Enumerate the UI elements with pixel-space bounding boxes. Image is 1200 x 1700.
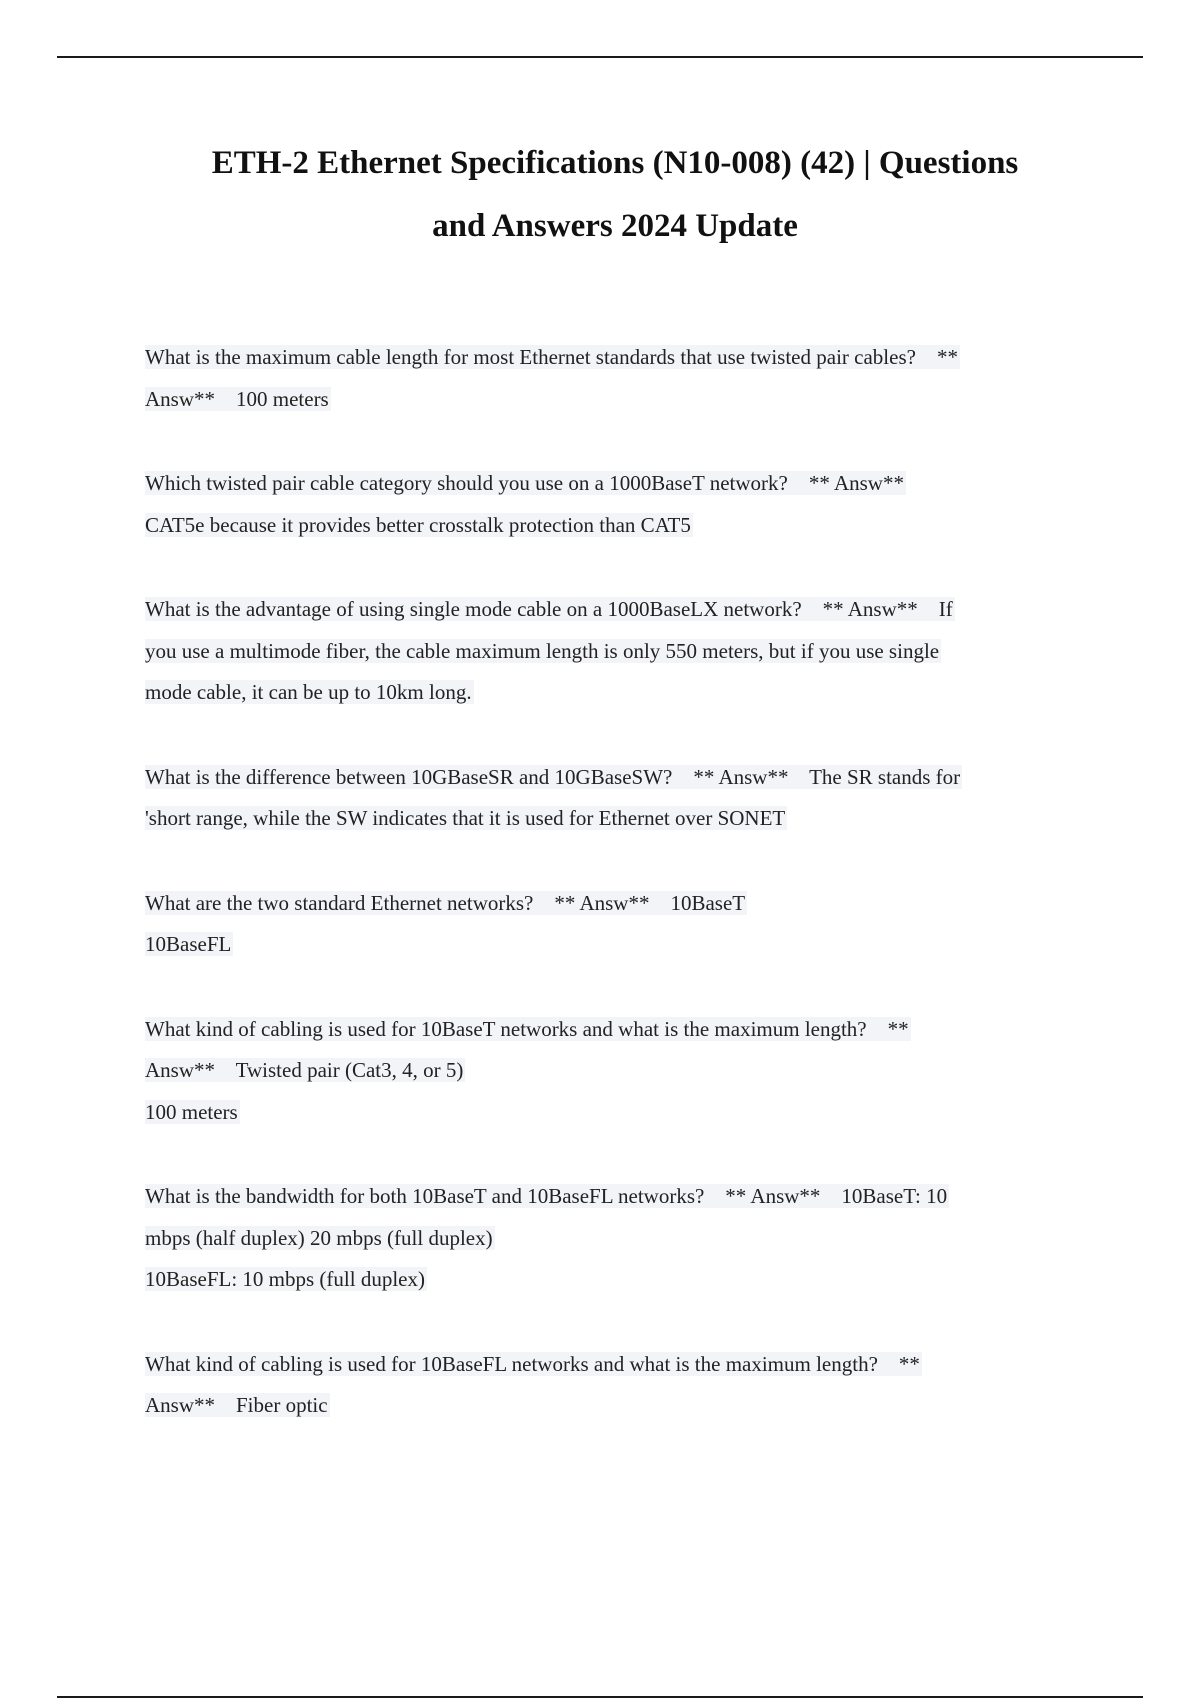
qa-list [145, 337, 1095, 1470]
qa-line [145, 1218, 1095, 1260]
qa-line [145, 379, 1095, 421]
qa-line [145, 1009, 1095, 1051]
qa-line-text: What kind of cabling is used for 10BaseT networks and what is the maximum length? ** [145, 1016, 909, 1041]
document-title [120, 132, 1110, 258]
qa-line-text: you use a multimode fiber, the cable maximum length is only 550 meters, but if you use single [145, 638, 940, 663]
qa-line [145, 463, 1095, 505]
qa-line-text: Which twisted pair cable category should you use on a 1000BaseT network? ** Answ** [145, 471, 904, 495]
qa-line-text: What is the difference between 10GBaseSR and 10GBaseSW? ** Answ** The SR stands for [145, 764, 961, 789]
qa-line [145, 672, 1095, 714]
document-title-line-1: ETH-2 Ethernet Specifications (N10-008) (42) | Questions [211, 145, 1019, 181]
qa-line [145, 631, 1095, 673]
qa-line [145, 1050, 1095, 1092]
qa-line-text: mbps (half duplex) 20 mbps (full duplex) [145, 1225, 493, 1250]
document-title-line-2: and Answers 2024 Update [432, 208, 798, 244]
footer-rule [57, 1696, 1143, 1698]
qa-line-text: mode cable, it can be up to 10km long. [145, 680, 472, 704]
qa-line-text: What is the maximum cable length for most Ethernet standards that use twisted pair cables? ** [145, 345, 958, 369]
qa-line-text: What is the bandwidth for both 10BaseT and 10BaseFL networks? ** Answ** 10BaseT: 10 [145, 1184, 948, 1208]
qa-item [145, 757, 1095, 840]
qa-line [145, 337, 1095, 379]
qa-line-text: Answ** 100 meters [145, 386, 329, 411]
qa-line [145, 1176, 1095, 1218]
qa-item [145, 883, 1095, 966]
qa-line [145, 1092, 1095, 1134]
qa-line-text: 'short range, while the SW indicates that it is used for Ethernet over SONET [145, 806, 786, 830]
qa-line-text: CAT5e because it provides better crosstalk protection than CAT5 [145, 512, 691, 537]
qa-line-text: 100 meters [145, 1099, 238, 1124]
qa-line [145, 924, 1095, 966]
qa-line [145, 1344, 1095, 1386]
qa-line [145, 505, 1095, 547]
header-rule [57, 56, 1143, 58]
qa-line-text: What are the two standard Ethernet networks? ** Answ** 10BaseT [145, 890, 746, 915]
qa-item [145, 589, 1095, 714]
qa-item [145, 1344, 1095, 1427]
qa-item [145, 1009, 1095, 1134]
qa-line [145, 883, 1095, 925]
qa-item [145, 337, 1095, 420]
qa-line [145, 1385, 1095, 1427]
qa-line-text: 10BaseFL [145, 932, 232, 956]
qa-item [145, 463, 1095, 546]
qa-line [145, 757, 1095, 799]
qa-line [145, 1259, 1095, 1301]
qa-line-text: What kind of cabling is used for 10BaseFL networks and what is the maximum length? ** [145, 1351, 920, 1376]
qa-line-text: Answ** Twisted pair (Cat3, 4, or 5) [145, 1058, 464, 1082]
qa-line [145, 589, 1095, 631]
qa-line-text: 10BaseFL: 10 mbps (full duplex) [145, 1267, 425, 1291]
qa-line-text: What is the advantage of using single mode cable on a 1000BaseLX network? ** Answ** If [145, 597, 953, 621]
qa-item [145, 1176, 1095, 1301]
qa-line-text: Answ** Fiber optic [145, 1393, 328, 1417]
qa-line [145, 798, 1095, 840]
